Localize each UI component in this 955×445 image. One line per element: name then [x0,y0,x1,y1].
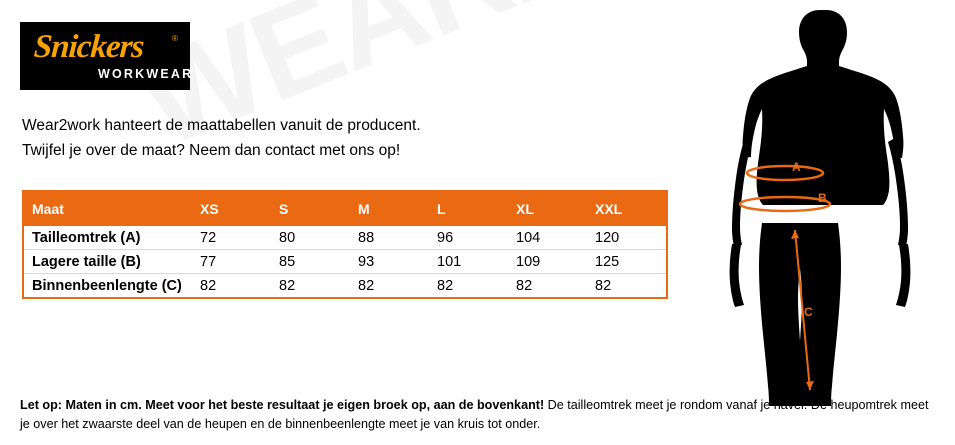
table-header-cell: XL [508,192,587,226]
size-table [22,190,668,299]
footnote-bold: Let op: Maten in cm. Meet voor het beste resultaat je eigen broek op, aan de bovenkant! [20,398,545,412]
table-header-cell: M [350,192,429,226]
registered-trademark-icon: ® [172,34,178,43]
row-value: 77 [192,250,271,274]
row-value: 80 [279,229,296,246]
table-header-cell: Maat [24,192,192,226]
row-value: 93 [350,250,429,274]
row-value: 101 [429,250,508,274]
row-value: 85 [271,250,350,274]
row-value: 82 [192,274,271,298]
measurement-guides [700,8,940,408]
row-value: 82 [271,274,350,298]
footnote-rest: De tailleomtrek meet je rondom vanaf je navel. De heupomtrek meet je over het zwaarste deel van de heupen en de binnenbeenlengte meet je van kruis tot onder. [20,398,929,431]
table-row [24,226,666,250]
row-value: 82 [587,274,666,298]
row-value: 120 [595,229,620,246]
row-value: 104 [516,229,541,246]
measure-label-c: C [804,305,813,319]
footnote [20,396,940,434]
table-header-cell: XXL [587,192,666,226]
table-row [24,250,666,274]
brand-name: Snickers [32,29,145,65]
brand-logo [20,22,194,90]
row-label: Lagere taille (B) [24,250,192,274]
row-value: 96 [437,229,454,246]
row-value: 82 [429,274,508,298]
intro-text [22,113,421,163]
intro-line-2: Twijfel je over de maat? Neem dan contact met ons op! [22,142,401,159]
row-label: Tailleomtrek (A) [32,229,141,246]
measure-label-b: B [818,191,827,205]
table-header-row [24,192,666,226]
row-value: 109 [508,250,587,274]
row-value: 88 [358,229,375,246]
body-silhouette-figure [700,8,940,408]
table-header-cell: L [429,192,508,226]
brand-subtitle: WORKWEAR [98,67,194,81]
table-header-cell: S [271,192,350,226]
intro-line-1: Wear2work hanteert de maattabellen vanuit de producent. [22,117,421,134]
table-header-cell: XS [192,192,271,226]
row-value: 82 [350,274,429,298]
measure-label-a: A [792,160,801,174]
row-value: 82 [508,274,587,298]
table-row [24,274,666,298]
row-value: 72 [200,229,217,246]
row-value: 125 [587,250,666,274]
row-label: Binnenbeenlengte (C) [24,274,192,298]
